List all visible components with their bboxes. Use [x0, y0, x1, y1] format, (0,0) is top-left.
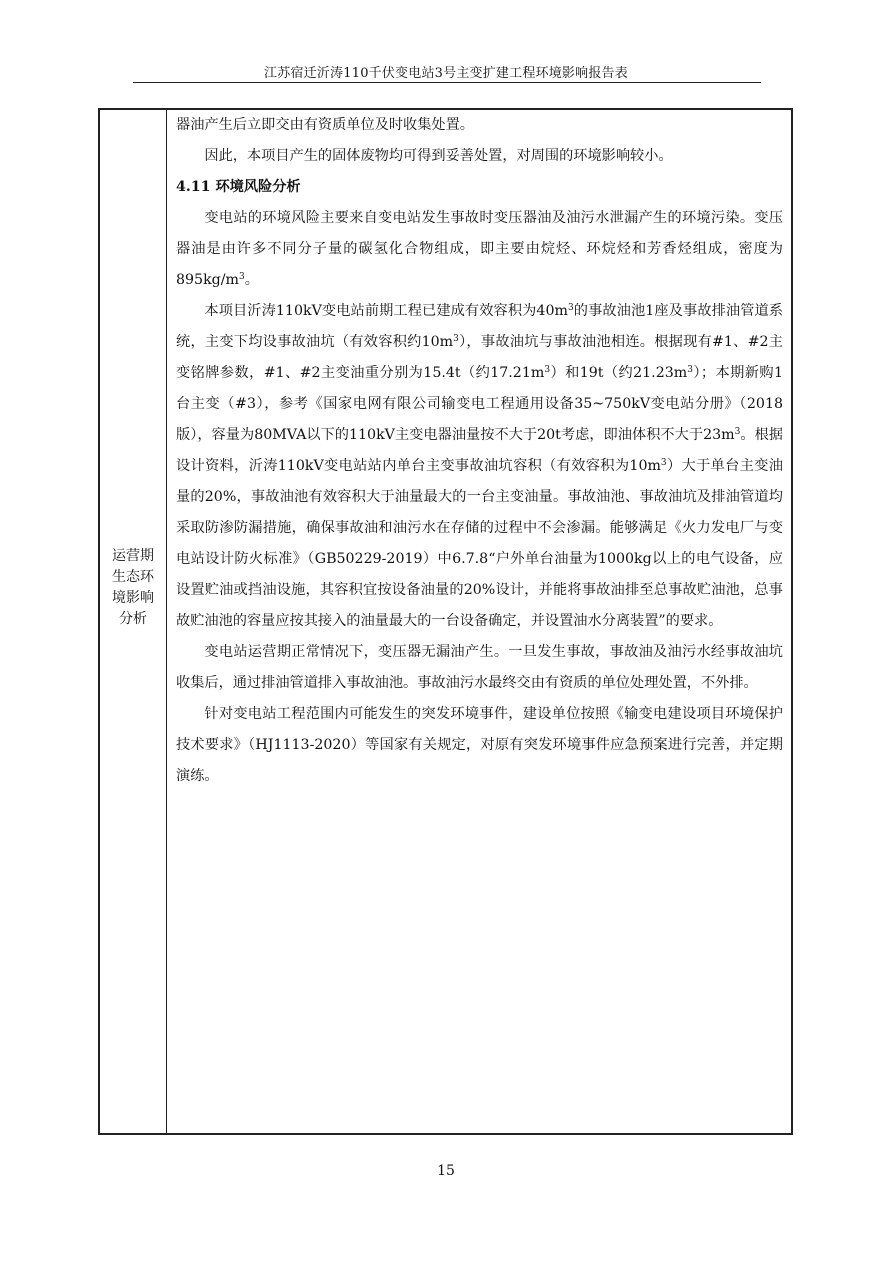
- text-run: 。根据设计资料，沂涛110kV变电站站内单台主变事故油坑容积（有效容积为10m: [176, 427, 783, 474]
- superscript: 3: [544, 365, 551, 375]
- header-rule: [133, 82, 761, 83]
- superscript: 3: [567, 303, 574, 313]
- content-table: [98, 108, 793, 1135]
- column-divider: [166, 110, 167, 1133]
- text-run: 。: [244, 272, 259, 288]
- paragraph: 器油产生后立即交由有资质单位及时收集处置。: [176, 117, 474, 133]
- superscript: 3: [453, 334, 459, 344]
- paragraph: 变电站运营期正常情况下，变压器无漏油产生。一旦发生事故，事故油及油污水经事故油坑收集后，通过排油管道排入事故油池。事故油污水最终交由有资质的单位处理处置，不外排。: [176, 644, 783, 691]
- row-label: [100, 546, 166, 630]
- row-label-line: 分析: [119, 611, 147, 627]
- text-run: ），事故油坑与事故油池相连。根据现有#1、#2主变铭牌参数，#1、#2主变油重分别为15.4t（约17.21m: [176, 334, 783, 381]
- text-run: ）大于单台主变油量的20%，事故油池有效容积大于油量最大的一台主变油量。事故油池、事故油坑及排油管道均采取防渗防漏措施，确保事故油和油污水在存储的过程中不会渗漏。能够满足《火力发电厂与变电站设计防火标准》（GB50229-2019）中6.7.8“户外单台油量为1000kg以上的电气设备，应设置贮油或挡油设施，其容积宜按设备油量的20%设计，并能将事故油排至总事故贮油池，总事故贮油池的容量应按其接入的油量最大的一台设备确定，并设置油水分离装置”的要求。: [176, 458, 783, 629]
- superscript: 3: [734, 427, 741, 437]
- superscript: 3: [239, 272, 245, 282]
- text-run: 变电站的环境风险主要来自变电站发生事故时变压器油及油污水泄漏产生的环境污染。变压器油是由许多不同分子量的碳氢化合物组成，即主要由烷烃、环烷烃和芳香烃组成，密度为895kg/m: [176, 210, 783, 288]
- superscript: 3: [660, 458, 667, 468]
- page-header: 江苏宿迁沂涛110千伏变电站3号主变扩建工程环境影响报告表: [264, 66, 628, 81]
- row-label-line: 境影响: [112, 590, 154, 606]
- text-run: 的事故油池1座及事故排油管道系统，主变下均设事故油坑（有效容积约10m: [176, 303, 784, 350]
- paragraph: [176, 296, 783, 637]
- page-number: 15: [437, 1163, 455, 1179]
- paragraph: 针对变电站工程范围内可能发生的突发环境事件，建设单位按照《输变电建设项目环境保护技术要求》（HJ1113-2020）等国家有关规定，对原有突发环境事件应急预案进行完善，并定期演练。: [176, 706, 783, 784]
- text-run: ）和19t（约21.23m: [550, 365, 688, 381]
- paragraph: 因此，本项目产生的固体废物均可得到妥善处置，对周围的环境影响较小。: [204, 148, 673, 164]
- row-label-line: 生态环: [112, 569, 154, 585]
- row-label-line: 运营期: [112, 548, 154, 564]
- section-heading: 4.11 环境风险分析: [176, 179, 301, 195]
- superscript: 3: [687, 365, 693, 375]
- text-run: ）；本期新购1台主变（#3），参考《国家电网有限公司输变电工程通用设备35~750kV变电站分册》（2018版），容量为80MVA以下的110kV主变电器油量按不大于20t考虑，即油体积不大于23m: [176, 365, 783, 443]
- text-run: 本项目沂涛110kV变电站前期工程已建成有效容积为40m: [204, 303, 568, 319]
- body-text: [176, 110, 783, 792]
- paragraph: [176, 203, 783, 296]
